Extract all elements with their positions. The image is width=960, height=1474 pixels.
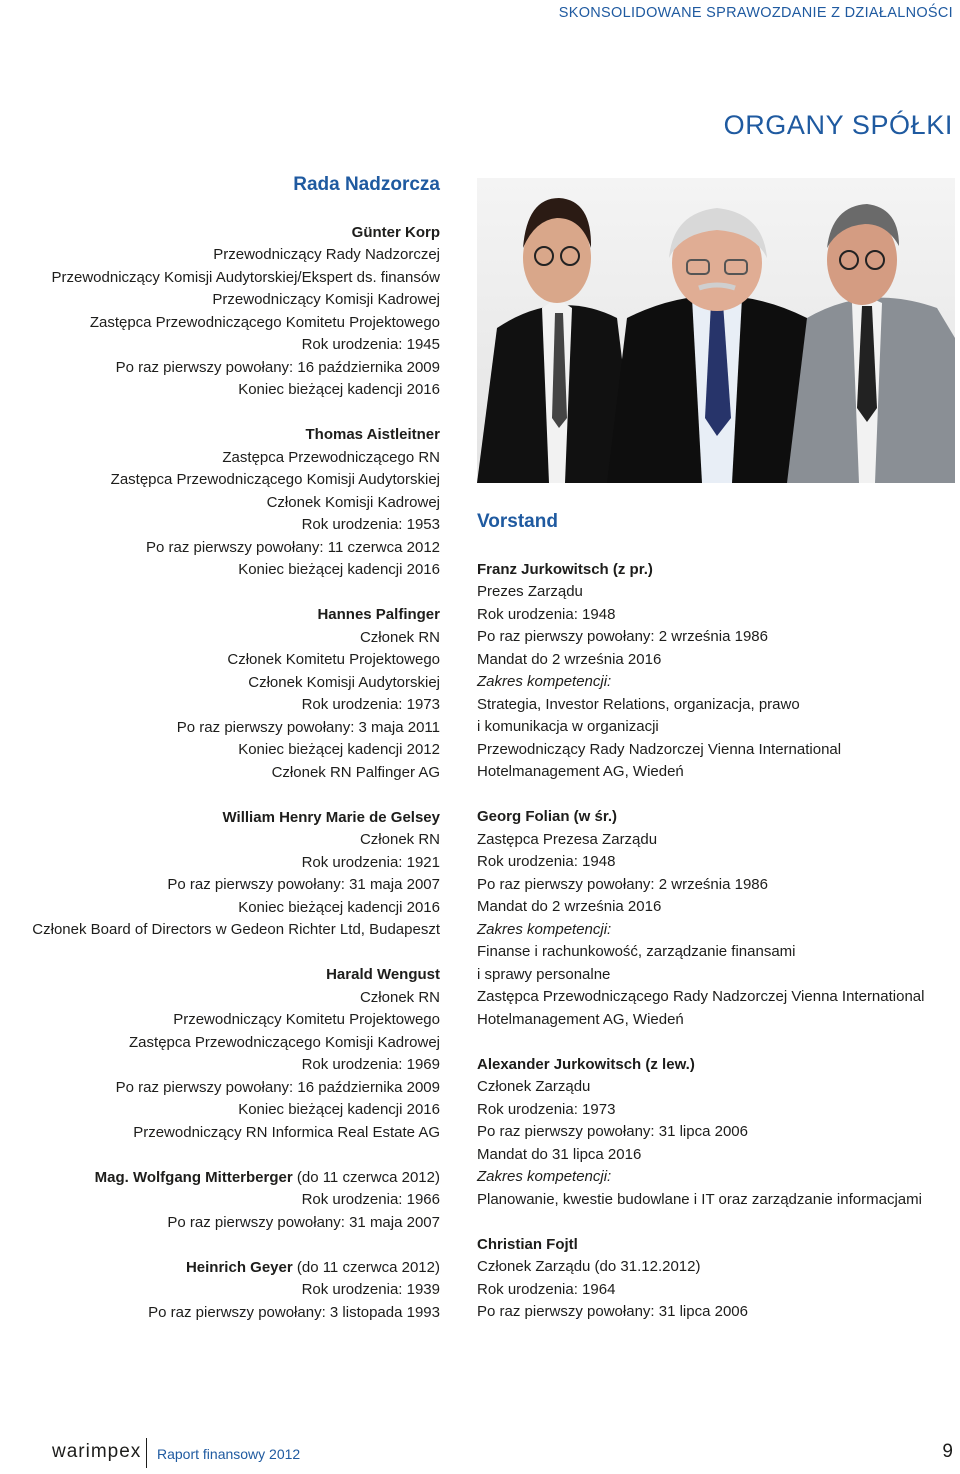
member-detail: Zakres kompetencji:	[477, 920, 612, 938]
supervisory-board-list	[0, 222, 440, 1325]
supervisory-board-member	[0, 222, 440, 402]
member-detail: Przewodniczący Rady Nadzorczej Vienna International	[477, 740, 842, 758]
page-number: 9	[942, 1441, 953, 1462]
supervisory-board-member	[0, 964, 440, 1144]
member-detail: Rok urodzenia: 1921	[301, 853, 440, 871]
member-detail: Rok urodzenia: 1969	[301, 1056, 440, 1073]
member-detail: Koniec bieżącej kadencji 2012	[238, 741, 440, 758]
footer-report-title: Raport finansowy 2012	[157, 1446, 301, 1462]
member-detail: Przewodniczący Komisji Audytorskiej/Ekspert ds. finansów	[51, 268, 440, 286]
member-detail: Po raz pierwszy powołany: 2 września 1986	[477, 875, 768, 893]
member-heading	[0, 424, 440, 447]
member-name: Alexander Jurkowitsch (z lew.)	[477, 1055, 695, 1073]
member-name: Harald Wengust	[326, 966, 440, 983]
member-detail: Strategia, Investor Relations, organizacja, prawo	[477, 695, 800, 713]
member-detail: Hotelmanagement AG, Wiedeń	[477, 763, 684, 780]
member-heading	[0, 1167, 440, 1190]
supervisory-board-column	[0, 171, 440, 1324]
member-name: Georg Folian (w śr.)	[477, 808, 618, 825]
management-board-title: Vorstand	[477, 511, 558, 532]
member-detail: Rok urodzenia: 1973	[477, 1100, 616, 1118]
footer-divider	[146, 1438, 147, 1468]
member-detail: Po raz pierwszy powołany: 31 lipca 2006	[477, 1123, 748, 1140]
member-detail: Rok urodzenia: 1966	[301, 1191, 440, 1208]
member-name: Christian Fojtl	[477, 1235, 578, 1253]
member-detail: Po raz pierwszy powołany: 3 listopada 1993	[148, 1303, 440, 1321]
management-board-member	[477, 806, 957, 1031]
member-heading	[0, 964, 440, 987]
section-header: SKONSOLIDOWANE SPRAWOZDANIE Z DZIAŁALNOŚCI	[558, 5, 953, 21]
member-detail: Zastępca Przewodniczącego Komisji Kadrowej	[129, 1033, 440, 1051]
member-heading	[0, 604, 440, 627]
management-board-photo	[477, 178, 955, 483]
member-term-note: (do 11 czerwca 2012)	[292, 1168, 440, 1186]
member-detail: Planowanie, kwestie budowlane i IT oraz zarządzanie informacjami	[477, 1190, 922, 1208]
member-detail: Hotelmanagement AG, Wiedeń	[477, 1010, 684, 1028]
member-detail: Mandat do 2 września 2016	[477, 898, 662, 915]
member-detail: Zakres kompetencji:	[477, 673, 612, 690]
member-detail: Rok urodzenia: 1964	[477, 1280, 616, 1298]
member-detail: Po raz pierwszy powołany: 16 października 2009	[115, 358, 440, 376]
member-name: Franz Jurkowitsch (z pr.)	[477, 560, 653, 578]
member-name: Hannes Palfinger	[317, 606, 440, 623]
member-name: Günter Korp	[351, 223, 440, 241]
member-detail: Koniec bieżącej kadencji 2016	[238, 381, 440, 398]
member-detail: Zastępca Prezesa Zarządu	[477, 830, 658, 848]
member-detail: Przewodniczący Komitetu Projektowego	[173, 1011, 440, 1028]
member-term-note: (do 11 czerwca 2012)	[292, 1258, 440, 1276]
supervisory-board-member	[0, 1257, 440, 1325]
member-detail: Zastępca Przewodniczącego Komitetu Projektowego	[89, 313, 440, 331]
member-detail: Koniec bieżącej kadencji 2016	[238, 898, 440, 916]
member-detail: Członek Zarządu (do 31.12.2012)	[477, 1258, 701, 1275]
member-detail: Po raz pierwszy powołany: 31 maja 2007	[167, 876, 440, 893]
management-board-member	[477, 1234, 957, 1324]
member-detail: Mandat do 31 lipca 2016	[477, 1145, 642, 1163]
supervisory-board-member	[0, 604, 440, 784]
member-detail: Po raz pierwszy powołany: 3 maja 2011	[176, 718, 440, 736]
member-detail: Koniec bieżącej kadencji 2016	[238, 561, 440, 578]
member-detail: i sprawy personalne	[477, 965, 611, 983]
member-detail: Przewodniczący Komisji Kadrowej	[212, 291, 440, 308]
member-heading	[0, 807, 440, 830]
management-board-member	[477, 559, 957, 784]
supervisory-board-member	[0, 424, 440, 582]
member-name: William Henry Marie de Gelsey	[222, 808, 440, 826]
member-name: Mag. Wolfgang Mitterberger	[94, 1168, 293, 1186]
member-detail: Członek RN	[359, 831, 440, 848]
member-detail: Rok urodzenia: 1939	[301, 1281, 440, 1298]
member-detail: Po raz pierwszy powołany: 31 maja 2007	[167, 1213, 440, 1231]
member-detail: Członek Komisji Audytorskiej	[248, 673, 440, 691]
member-detail: Rok urodzenia: 1973	[301, 696, 440, 713]
member-detail: Rok urodzenia: 1948	[477, 853, 616, 870]
member-detail: Finanse i rachunkowość, zarządzanie finansami	[477, 943, 796, 960]
member-detail: Zastępca Przewodniczącego RN	[222, 448, 440, 466]
management-board-list	[477, 559, 957, 1324]
member-detail: Po raz pierwszy powołany: 11 czerwca 2012	[145, 538, 440, 556]
member-detail: Członek RN	[359, 628, 440, 646]
member-heading	[0, 1257, 440, 1280]
member-detail: Zakres kompetencji:	[477, 1168, 612, 1185]
member-detail: Prezes Zarządu	[477, 583, 583, 600]
footer-logo: warimpex	[52, 1441, 142, 1462]
supervisory-board-title: Rada Nadzorcza	[293, 174, 440, 195]
page-title: ORGANY SPÓŁKI	[723, 110, 953, 140]
board-photo-illustration	[477, 178, 955, 483]
member-detail: Członek Komisji Kadrowej	[266, 493, 440, 511]
supervisory-board-member	[0, 807, 440, 942]
member-detail: Rok urodzenia: 1953	[301, 516, 440, 533]
member-detail: Po raz pierwszy powołany: 31 lipca 2006	[477, 1303, 748, 1320]
management-board-member	[477, 1054, 957, 1212]
member-detail: Przewodniczący RN Informica Real Estate AG	[133, 1123, 440, 1141]
member-detail: Zastępca Przewodniczącego Komisji Audytorskiej	[110, 471, 440, 488]
member-detail: Członek Zarządu	[477, 1078, 591, 1095]
member-detail: Przewodniczący Rady Nadzorczej	[213, 246, 440, 263]
member-detail: Rok urodzenia: 1948	[477, 605, 616, 623]
member-detail: Członek RN Palfinger AG	[271, 763, 440, 781]
management-board-column	[477, 508, 957, 1324]
member-detail: Członek Komitetu Projektowego	[227, 651, 440, 668]
member-detail: Koniec bieżącej kadencji 2016	[238, 1101, 440, 1118]
member-detail: Członek Board of Directors w Gedeon Richter Ltd, Budapeszt	[32, 921, 440, 938]
supervisory-board-member	[0, 1167, 440, 1235]
member-name: Heinrich Geyer	[185, 1258, 293, 1276]
member-detail: Po raz pierwszy powołany: 2 września 1986	[477, 628, 768, 645]
member-detail: Zastępca Przewodniczącego Rady Nadzorczej Vienna International	[477, 988, 925, 1005]
member-detail: Rok urodzenia: 1945	[301, 336, 440, 353]
member-detail: i komunikacja w organizacji	[477, 718, 659, 735]
member-detail: Członek RN	[359, 988, 440, 1006]
member-name: Thomas Aistleitner	[305, 426, 440, 443]
member-heading	[0, 222, 440, 245]
member-detail: Po raz pierwszy powołany: 16 października 2009	[115, 1078, 440, 1096]
member-detail: Mandat do 2 września 2016	[477, 650, 662, 668]
